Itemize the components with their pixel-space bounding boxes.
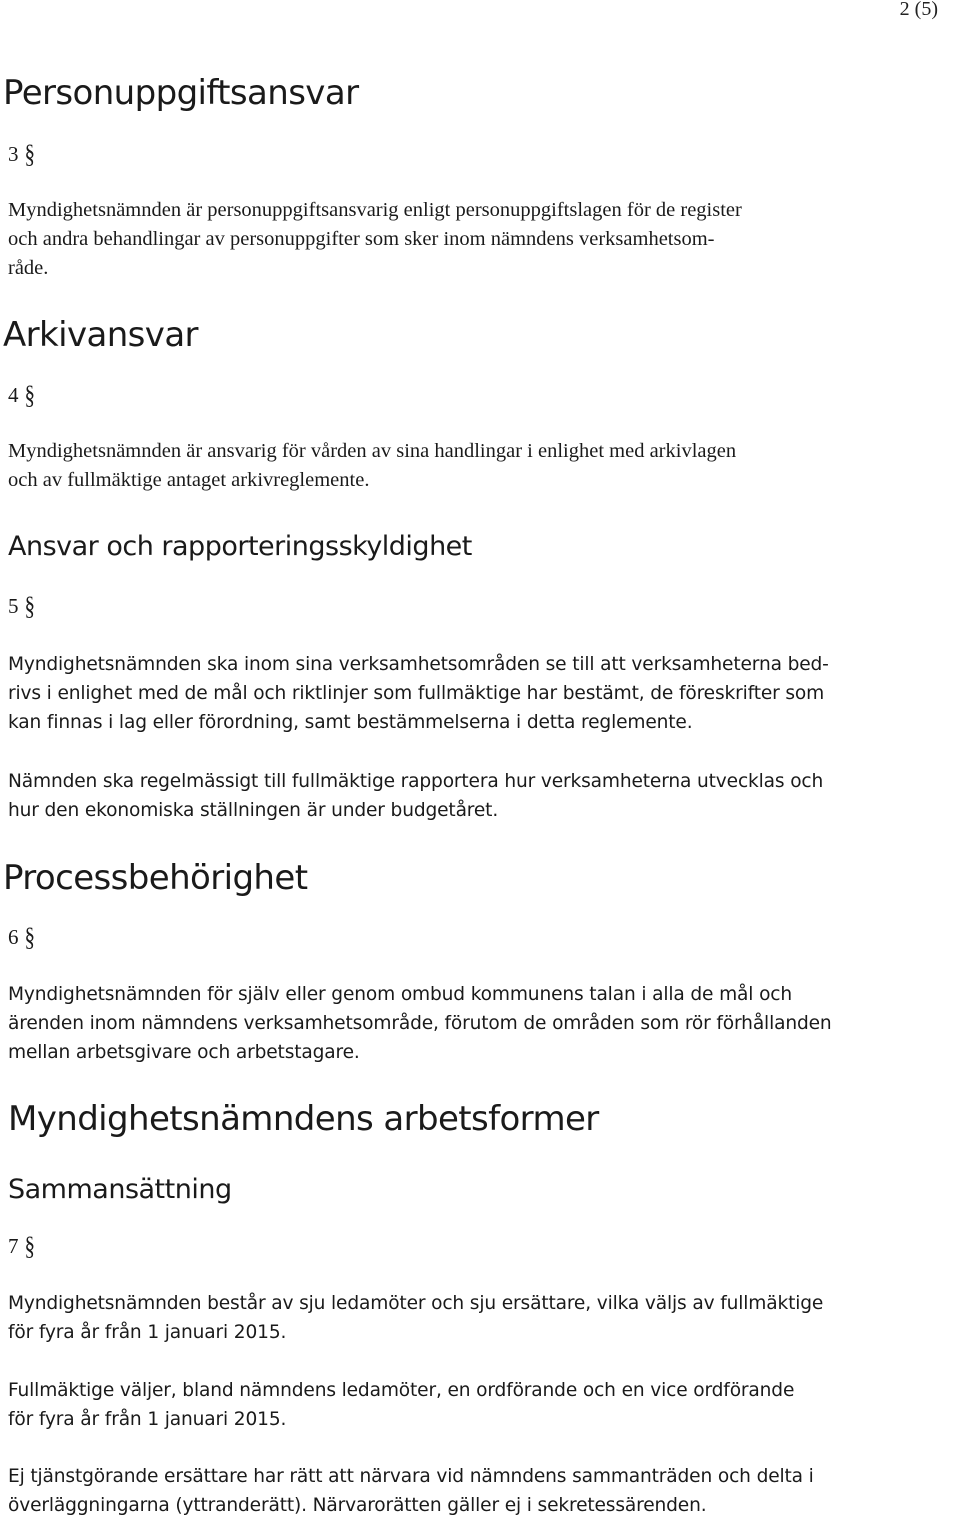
- paragraph-7-text-3: [8, 1462, 814, 1520]
- heading-processbehorighet: Processbehörighet: [3, 858, 308, 898]
- text-line: rivs i enlighet med de mål och riktlinjer som fullmäktige har bestämt, de föreskrifter som: [8, 683, 825, 704]
- paragraph-number-4: [8, 379, 35, 410]
- paragraph-3-text: [8, 196, 742, 283]
- text-line: för fyra år från 1 januari 2015.: [8, 1322, 287, 1343]
- text-line: och andra behandlingar av personuppgifter som sker inom nämndens verksamhetsom-: [8, 228, 715, 250]
- text-line: Myndighetsnämnden består av sju ledamöter och sju ersättare, vilka väljs av fullmäktige: [8, 1293, 824, 1314]
- text-line: och av fullmäktige antaget arkivreglemente.: [8, 469, 370, 491]
- text-line: Myndighetsnämnden är personuppgiftsansvarig enligt personuppgiftslagen för de register: [8, 199, 742, 221]
- text-line: Myndighetsnämnden är ansvarig för vården av sina handlingar i enlighet med arkivlagen: [8, 440, 737, 462]
- text-line: hur den ekonomiska ställningen är under budgetåret.: [8, 800, 499, 821]
- text-line: ärenden inom nämndens verksamhetsområde, förutom de områden som rör förhållanden: [8, 1013, 832, 1034]
- section-sign-icon: §: [24, 590, 35, 621]
- paragraph-number: 5: [8, 594, 19, 618]
- paragraph-number: 4: [8, 383, 19, 407]
- text-line: råde.: [8, 257, 49, 279]
- section-sign-icon: §: [24, 1230, 35, 1261]
- page-number: 2 (5): [899, 0, 938, 20]
- section-sign-icon: §: [24, 921, 35, 952]
- paragraph-number: 3: [8, 142, 19, 166]
- paragraph-6-text: [8, 980, 832, 1067]
- paragraph-number-7: [8, 1230, 35, 1261]
- text-line: Myndighetsnämnden ska inom sina verksamhetsområden se till att verksamheterna bed-: [8, 654, 829, 675]
- text-line: mellan arbetsgivare och arbetstagare.: [8, 1042, 360, 1063]
- heading-arkivansvar: Arkivansvar: [3, 315, 198, 355]
- section-sign-icon: §: [24, 379, 35, 410]
- text-line: Fullmäktige väljer, bland nämndens ledamöter, en ordförande och en vice ordförande: [8, 1380, 795, 1401]
- text-line: Nämnden ska regelmässigt till fullmäktige rapportera hur verksamheterna utvecklas och: [8, 771, 824, 792]
- paragraph-number-3: [8, 138, 35, 169]
- paragraph-7-text: [8, 1289, 823, 1347]
- text-line: kan finnas i lag eller förordning, samt bestämmelserna i detta reglemente.: [8, 712, 693, 733]
- section-sign-icon: §: [24, 138, 35, 169]
- subheading-sammansattning: Sammansättning: [8, 1174, 232, 1205]
- text-line: överläggningarna (yttranderätt). Närvarorätten gäller ej i sekretessärenden.: [8, 1495, 707, 1516]
- heading-personuppgiftsansvar: Personuppgiftsansvar: [3, 73, 359, 113]
- paragraph-number: 6: [8, 925, 19, 949]
- heading-myndighetsnamndens-arbetsformer: Myndighetsnämndens arbetsformer: [8, 1099, 599, 1139]
- text-line: Myndighetsnämnden för själv eller genom ombud kommunens talan i alla de mål och: [8, 984, 793, 1005]
- text-line: för fyra år från 1 januari 2015.: [8, 1409, 287, 1430]
- paragraph-number-5: [8, 590, 35, 621]
- text-line: Ej tjänstgörande ersättare har rätt att närvara vid nämndens sammanträden och delta i: [8, 1466, 814, 1487]
- paragraph-4-text: [8, 437, 736, 495]
- paragraph-5-text-2: [8, 767, 823, 825]
- paragraph-5-text: [8, 650, 829, 737]
- heading-ansvar-och-rapporteringsskyldighet: Ansvar och rapporteringsskyldighet: [8, 531, 472, 562]
- paragraph-7-text-2: [8, 1376, 794, 1434]
- paragraph-number-6: [8, 921, 35, 952]
- paragraph-number: 7: [8, 1234, 19, 1258]
